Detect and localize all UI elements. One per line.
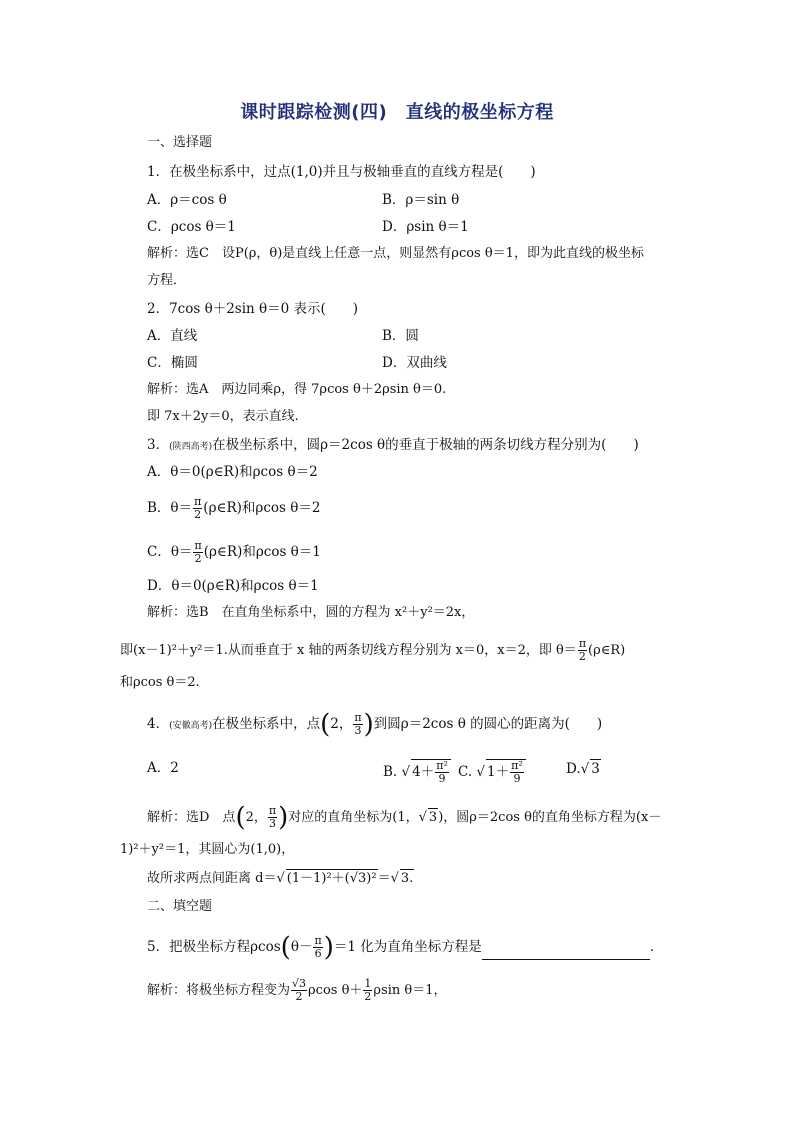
section-heading-fill: 二、填空题 — [147, 899, 213, 914]
q2-option-a: A．直线 — [147, 328, 198, 344]
fraction-pi-over-2: $\frac{\pi}{2}$ — [194, 495, 202, 521]
q4-option-a: A．2 — [147, 760, 179, 776]
q4-option-c: C. √ 1＋ $\frac{\text{π²}}{9}$ — [458, 759, 526, 785]
q4-solution-line2: 1)²＋y²＝1，其圆心为(1,0)， — [120, 842, 295, 857]
q4-solution-line3: 故所求两点间距离 d＝√ (1－1)²＋(√3)²＝√ 3. — [147, 871, 414, 886]
fraction-pi-over-3: $\frac{\pi}{3}$ — [354, 711, 362, 737]
q2-stem: 2．7cos θ＋2sin θ＝0 表示( ) — [147, 301, 359, 317]
q1-solution-line1: 解析：选C 设P(ρ，θ)是直线上任意一点，则显然有ρcos θ＝1，即为此直线的极坐标 — [147, 246, 644, 261]
answer-blank[interactable] — [482, 945, 650, 960]
q3-solution-line1: 解析：选B 在直角坐标系中，圆的方程为 x²＋y²＝2x， — [147, 605, 475, 620]
fraction-pi-over-3: $\frac{\pi}{3}$ — [268, 804, 277, 830]
fraction-pi-over-6: $\frac{\pi}{6}$ — [314, 934, 322, 960]
q4-option-b: B. √ 4＋ $\frac{\text{π²}}{9}$ — [383, 759, 451, 785]
q5-solution-line1: 解析：将极坐标方程变为 $\frac{√3}{2}$ ρcos θ＋ $\frac{1}{2}$ ρsin θ＝1， — [147, 977, 447, 1003]
q4-solution-line1: 解析：选D 点(2， $\frac{\pi}{3}$ )对应的直角坐标为(1，√ 3)，圆ρ＝2cos θ的直角坐标方程为(x－ — [147, 802, 662, 833]
section-heading-choice: 一、选择题 — [147, 135, 213, 150]
q4-stem-line: 4．(安徽高考)在极坐标系中，点(2， $\frac{\pi}{3}$ )到圆ρ＝2cos θ 的圆心的距离为( ) — [147, 709, 603, 740]
q3-option-c — [147, 540, 321, 565]
q2-option-b: B．圆 — [382, 328, 419, 344]
q3-solution-line3: 和ρcos θ＝2. — [120, 675, 200, 690]
q3-option-c-prefix: C．θ＝ — [147, 544, 193, 560]
page-title: 课时跟踪检测(四) 直线的极坐标方程 — [240, 102, 554, 123]
fraction-pi2-over-9: $\frac{\text{π²}}{9}$ — [436, 759, 448, 785]
q5-stem-line: 5．把极坐标方程ρcos(θ－ $\frac{\pi}{6}$ )＝1 化为直角坐标方程是 . — [147, 932, 655, 963]
q1-option-a: A．ρ＝cos θ — [147, 192, 227, 208]
fraction-pi-over-2: $\frac{\pi}{2}$ — [194, 539, 202, 565]
q2-option-d: D．双曲线 — [382, 355, 447, 371]
q2-solution-line2: 即 7x＋2y＝0，表示直线. — [147, 409, 299, 424]
q2-option-c: C．椭圆 — [147, 355, 198, 371]
q3-option-b-suffix: (ρ∈R)和ρcos θ＝2 — [203, 500, 321, 516]
q1-option-d: D．ρsin θ＝1 — [382, 219, 469, 235]
q1-option-b: B．ρ＝sin θ — [382, 192, 460, 208]
q3-option-b-prefix: B．θ＝ — [147, 500, 193, 516]
q1-solution-line2: 方程． — [147, 273, 187, 288]
q1-stem: 1．在极坐标系中，过点(1,0)并且与极轴垂直的直线方程是( ) — [147, 164, 536, 180]
q3-solution-line2: 即(x－1)²＋y²＝1.从而垂直于 x 轴的两条切线方程分别为 x＝0，x＝2，即 θ＝ $\frac{\pi}{2}$ (ρ∈R) — [120, 637, 626, 663]
q4-option-d: D.√ 3 — [566, 761, 600, 777]
q4-source-tag: (安徽高考) — [169, 721, 213, 731]
q4-number: 4． — [147, 716, 170, 732]
q3-option-d: D．θ＝0(ρ∈R)和ρcos θ＝1 — [147, 578, 319, 594]
fraction-pi2-over-9: $\frac{\text{π²}}{9}$ — [511, 759, 523, 785]
q1-option-c: C．ρcos θ＝1 — [147, 219, 236, 235]
q3-option-a: A．θ＝0(ρ∈R)和ρcos θ＝2 — [147, 464, 318, 480]
q2-solution-line1: 解析：选A 两边同乘ρ，得 7ρcos θ＋2ρsin θ＝0. — [147, 382, 447, 397]
q3-option-c-suffix: (ρ∈R)和ρcos θ＝1 — [203, 544, 321, 560]
q3-stem-line — [147, 436, 639, 456]
q3-source-tag: (陕西高考) — [169, 442, 213, 452]
fraction-1-over-2: $\frac{1}{2}$ — [364, 977, 372, 1003]
q3-number: 3． — [147, 437, 170, 453]
q3-stem: 在极坐标系中，圆ρ＝2cos θ的垂直于极轴的两条切线方程分别为( ) — [212, 437, 639, 453]
q3-option-b — [147, 496, 321, 521]
fraction-sqrt3-over-2: $\frac{√3}{2}$ — [292, 977, 307, 1003]
fraction-pi-over-2: $\frac{\pi}{2}$ — [578, 637, 587, 663]
